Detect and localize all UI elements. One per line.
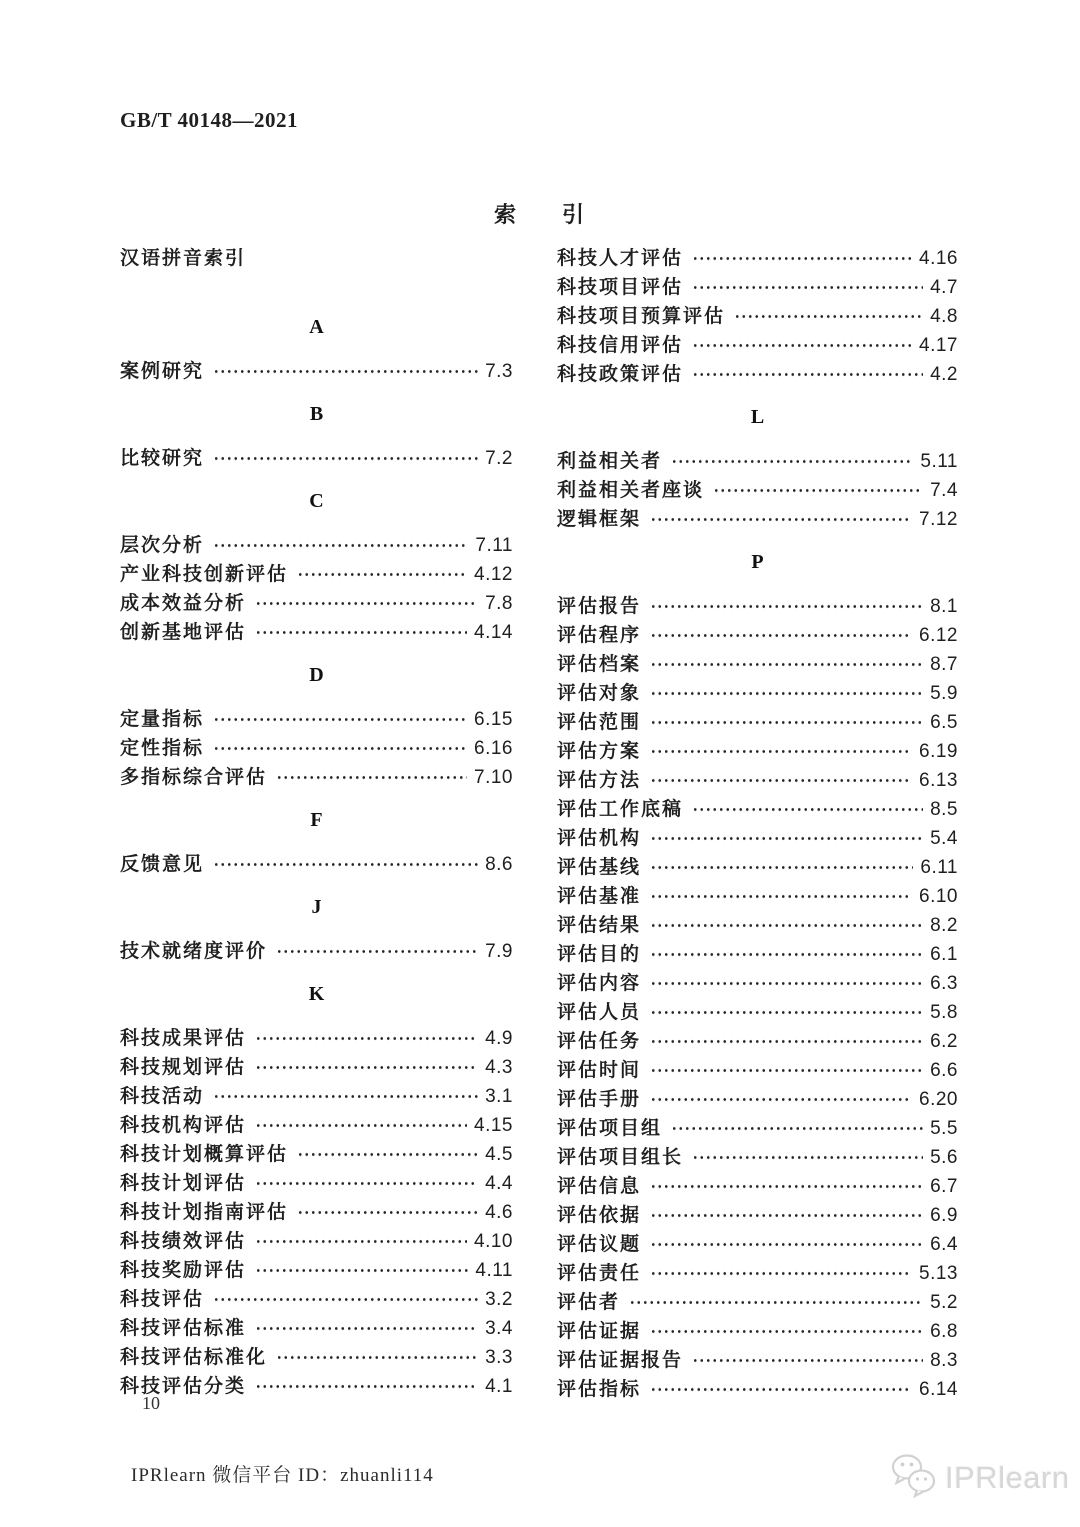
entry-term: 定量指标 xyxy=(120,709,205,730)
entry-term: 利益相关者座谈 xyxy=(557,480,705,501)
dotted-leader xyxy=(650,621,912,650)
index-entry-row xyxy=(120,560,513,589)
dotted-leader xyxy=(276,1343,478,1372)
index-section xyxy=(120,313,513,386)
dotted-leader xyxy=(734,302,923,331)
entry-ref: 5.8 xyxy=(930,1002,958,1023)
index-section xyxy=(120,806,513,879)
entry-term: 科技评估分类 xyxy=(120,1376,247,1397)
dotted-leader xyxy=(650,853,913,882)
entry-list xyxy=(120,531,513,647)
index-body xyxy=(120,244,958,1404)
index-entry-row xyxy=(120,705,513,734)
dotted-leader xyxy=(255,1111,467,1140)
entry-ref: 6.20 xyxy=(919,1089,958,1110)
dotted-leader xyxy=(692,331,912,360)
dotted-leader xyxy=(213,1285,478,1314)
index-entry-row xyxy=(557,1172,958,1201)
entry-term: 创新基地评估 xyxy=(120,622,247,643)
index-entry-row xyxy=(557,969,958,998)
entry-ref: 6.3 xyxy=(930,973,958,994)
entry-term: 评估议题 xyxy=(557,1234,642,1255)
entry-ref: 7.10 xyxy=(474,767,513,788)
entry-list xyxy=(120,357,513,386)
index-entry-row xyxy=(557,447,958,476)
entry-term: 科技计划评估 xyxy=(120,1173,247,1194)
entry-ref: 4.2 xyxy=(930,364,958,385)
entry-list xyxy=(120,705,513,792)
entry-ref: 6.9 xyxy=(930,1205,958,1226)
entry-term: 利益相关者 xyxy=(557,451,663,472)
entry-term: 科技评估 xyxy=(120,1289,205,1310)
index-entry-row xyxy=(120,937,513,966)
entry-term: 评估程序 xyxy=(557,625,642,646)
entry-term: 科技评估标准化 xyxy=(120,1347,268,1368)
letter-heading: D xyxy=(309,664,324,686)
index-entry-row xyxy=(120,1111,513,1140)
entry-ref: 6.4 xyxy=(930,1234,958,1255)
entry-list xyxy=(557,447,958,534)
entry-ref: 6.10 xyxy=(919,886,958,907)
index-entry-row xyxy=(557,1085,958,1114)
entry-term: 反馈意见 xyxy=(120,854,205,875)
entry-ref: 8.7 xyxy=(930,654,958,675)
dotted-leader xyxy=(692,795,923,824)
entry-term: 评估手册 xyxy=(557,1089,642,1110)
entry-term: 科技奖励评估 xyxy=(120,1260,247,1281)
index-entry-row xyxy=(557,273,958,302)
entry-term: 层次分析 xyxy=(120,535,205,556)
dotted-leader xyxy=(650,650,923,679)
entry-term: 科技政策评估 xyxy=(557,364,684,385)
entry-list xyxy=(557,244,958,389)
entry-term: 评估结果 xyxy=(557,915,642,936)
index-entry-row xyxy=(557,244,958,273)
entry-term: 评估机构 xyxy=(557,828,642,849)
watermark-label: IPRlearn xyxy=(945,1459,1070,1495)
entry-ref: 6.7 xyxy=(930,1176,958,1197)
index-entry-row xyxy=(557,1143,958,1172)
entry-ref: 5.13 xyxy=(919,1263,958,1284)
entry-term: 评估对象 xyxy=(557,683,642,704)
index-entry-row xyxy=(120,1227,513,1256)
index-entry-row xyxy=(557,1027,958,1056)
index-entry-row xyxy=(557,1056,958,1085)
entry-ref: 8.3 xyxy=(930,1350,958,1371)
dotted-leader xyxy=(713,476,923,505)
entry-ref: 4.4 xyxy=(485,1173,513,1194)
dotted-leader xyxy=(650,911,923,940)
index-entry-row xyxy=(557,853,958,882)
index-entry-row xyxy=(557,911,958,940)
dotted-leader xyxy=(255,1256,468,1285)
entry-term: 评估任务 xyxy=(557,1031,642,1052)
entry-term: 科技活动 xyxy=(120,1086,205,1107)
index-entry-row xyxy=(557,708,958,737)
entry-term: 科技信用评估 xyxy=(557,335,684,356)
index-entry-row xyxy=(557,1230,958,1259)
entry-ref: 5.4 xyxy=(930,828,958,849)
index-entry-row xyxy=(557,679,958,708)
dotted-leader xyxy=(255,618,467,647)
letter-heading: K xyxy=(308,983,325,1005)
index-entry-row xyxy=(120,850,513,879)
index-section xyxy=(120,661,513,792)
dotted-leader xyxy=(213,734,467,763)
index-entry-row xyxy=(120,1024,513,1053)
index-entry-row xyxy=(557,360,958,389)
dotted-leader xyxy=(671,1114,923,1143)
entry-term: 逻辑框架 xyxy=(557,509,642,530)
entry-term: 评估项目组 xyxy=(557,1118,663,1139)
index-entry-row xyxy=(557,795,958,824)
entry-ref: 6.2 xyxy=(930,1031,958,1052)
index-entry-row xyxy=(557,1288,958,1317)
dotted-leader xyxy=(650,592,923,621)
entry-term: 科技绩效评估 xyxy=(120,1231,247,1252)
index-entry-row xyxy=(120,1343,513,1372)
dotted-leader xyxy=(671,447,913,476)
entry-term: 技术就绪度评价 xyxy=(120,941,268,962)
index-section xyxy=(120,487,513,647)
index-entry-row xyxy=(557,621,958,650)
entry-term: 评估方案 xyxy=(557,741,642,762)
entry-term: 评估责任 xyxy=(557,1263,642,1284)
entry-ref: 5.6 xyxy=(930,1147,958,1168)
dotted-leader xyxy=(629,1288,923,1317)
index-entry-row xyxy=(557,505,958,534)
index-section xyxy=(557,403,958,534)
entry-ref: 7.4 xyxy=(930,480,958,501)
watermark xyxy=(890,1452,1070,1503)
dotted-leader xyxy=(692,244,912,273)
entry-term: 科技项目评估 xyxy=(557,277,684,298)
dotted-leader xyxy=(650,940,923,969)
entry-list xyxy=(120,1024,513,1401)
entry-ref: 4.17 xyxy=(919,335,958,356)
index-section xyxy=(120,980,513,1401)
entry-ref: 5.2 xyxy=(930,1292,958,1313)
dotted-leader xyxy=(650,882,912,911)
index-entry-row xyxy=(557,940,958,969)
entry-term: 科技人才评估 xyxy=(557,248,684,269)
entry-term: 评估项目组长 xyxy=(557,1147,684,1168)
footer-note: IPRlearn 微信平台 ID：zhuanli114 xyxy=(131,1465,434,1486)
entry-term: 评估基线 xyxy=(557,857,642,878)
entry-term: 评估信息 xyxy=(557,1176,642,1197)
entry-ref: 4.5 xyxy=(485,1144,513,1165)
dotted-leader xyxy=(650,1317,923,1346)
entry-term: 评估者 xyxy=(557,1292,621,1313)
entry-term: 评估工作底稿 xyxy=(557,799,684,820)
entry-ref: 3.4 xyxy=(485,1318,513,1339)
entry-ref: 8.1 xyxy=(930,596,958,617)
dotted-leader xyxy=(255,589,478,618)
entry-ref: 5.9 xyxy=(930,683,958,704)
dotted-leader xyxy=(650,737,912,766)
index-entry-row xyxy=(120,1169,513,1198)
dotted-leader xyxy=(255,1169,478,1198)
entry-ref: 6.15 xyxy=(474,709,513,730)
dotted-leader xyxy=(650,679,923,708)
dotted-leader xyxy=(255,1372,478,1401)
index-entry-row xyxy=(557,1259,958,1288)
entry-ref: 6.8 xyxy=(930,1321,958,1342)
entry-term: 评估证据 xyxy=(557,1321,642,1342)
dotted-leader xyxy=(650,1375,912,1404)
index-entry-row xyxy=(557,331,958,360)
entry-term: 科技计划指南评估 xyxy=(120,1202,289,1223)
index-entry-row xyxy=(557,1201,958,1230)
index-entry-row xyxy=(557,1114,958,1143)
entry-term: 评估方法 xyxy=(557,770,642,791)
index-section xyxy=(557,548,958,1404)
entry-term: 科技评估标准 xyxy=(120,1318,247,1339)
index-entry-row xyxy=(120,357,513,386)
index-entry-row xyxy=(120,618,513,647)
dotted-leader xyxy=(650,998,923,1027)
index-entry-row xyxy=(557,882,958,911)
entry-term: 评估内容 xyxy=(557,973,642,994)
dotted-leader xyxy=(650,1056,923,1085)
index-entry-row xyxy=(120,589,513,618)
entry-ref: 6.6 xyxy=(930,1060,958,1081)
dotted-leader xyxy=(650,824,923,853)
entry-ref: 5.5 xyxy=(930,1118,958,1139)
dotted-leader xyxy=(650,708,923,737)
entry-ref: 7.2 xyxy=(485,448,513,469)
entry-term: 评估依据 xyxy=(557,1205,642,1226)
letter-heading: A xyxy=(309,316,324,338)
entry-ref: 4.12 xyxy=(474,564,513,585)
index-entry-row xyxy=(557,998,958,1027)
entry-ref: 8.5 xyxy=(930,799,958,820)
entry-term: 科技机构评估 xyxy=(120,1115,247,1136)
dotted-leader xyxy=(276,937,478,966)
index-entry-row xyxy=(120,1053,513,1082)
entry-ref: 7.8 xyxy=(485,593,513,614)
index-entry-row xyxy=(120,1140,513,1169)
entry-term: 科技计划概算评估 xyxy=(120,1144,289,1165)
page-title xyxy=(120,198,958,229)
entry-term: 比较研究 xyxy=(120,448,205,469)
entry-term: 评估档案 xyxy=(557,654,642,675)
dotted-leader xyxy=(650,1201,923,1230)
entry-list xyxy=(557,592,958,1404)
index-section xyxy=(120,400,513,473)
dotted-leader xyxy=(650,1027,923,1056)
dotted-leader xyxy=(297,560,467,589)
dotted-leader xyxy=(297,1140,478,1169)
entry-ref: 3.3 xyxy=(485,1347,513,1368)
entry-list xyxy=(120,937,513,966)
index-entry-row xyxy=(557,650,958,679)
index-entry-row xyxy=(120,1314,513,1343)
page-title-char-2: 引 xyxy=(562,202,585,227)
entry-ref: 3.1 xyxy=(485,1086,513,1107)
index-entry-row xyxy=(120,1198,513,1227)
letter-heading: P xyxy=(751,551,764,573)
entry-ref: 7.3 xyxy=(485,361,513,382)
entry-ref: 6.11 xyxy=(920,857,958,878)
entry-term: 评估人员 xyxy=(557,1002,642,1023)
entry-term: 评估报告 xyxy=(557,596,642,617)
entry-term: 科技项目预算评估 xyxy=(557,306,726,327)
entry-ref: 7.11 xyxy=(475,535,513,556)
page-number: 10 xyxy=(142,1393,160,1413)
dotted-leader xyxy=(255,1227,467,1256)
index-entry-row xyxy=(557,476,958,505)
entry-ref: 6.1 xyxy=(930,944,958,965)
entry-ref: 7.12 xyxy=(919,509,958,530)
index-entry-row xyxy=(120,1082,513,1111)
index-section xyxy=(120,893,513,966)
entry-term: 评估目的 xyxy=(557,944,642,965)
entry-ref: 8.2 xyxy=(930,915,958,936)
entry-ref: 6.14 xyxy=(919,1379,958,1400)
index-column-right xyxy=(557,244,958,1404)
index-entry-row xyxy=(120,531,513,560)
dotted-leader xyxy=(650,1085,912,1114)
letter-heading: C xyxy=(309,490,324,512)
dotted-leader xyxy=(297,1198,478,1227)
standard-number: GB/T 40148—2021 xyxy=(120,108,299,132)
dotted-leader xyxy=(213,850,478,879)
index-section xyxy=(557,244,958,389)
entry-ref: 4.10 xyxy=(474,1231,513,1252)
index-entry-row xyxy=(120,763,513,792)
index-entry-row xyxy=(120,444,513,473)
dotted-leader xyxy=(213,357,478,386)
entry-term: 定性指标 xyxy=(120,738,205,759)
dotted-leader xyxy=(213,705,467,734)
dotted-leader xyxy=(692,360,923,389)
index-entry-row xyxy=(557,302,958,331)
index-entry-row xyxy=(557,737,958,766)
wechat-icon xyxy=(890,1452,938,1503)
entry-ref: 5.11 xyxy=(920,451,958,472)
entry-ref: 4.7 xyxy=(930,277,958,298)
entry-ref: 4.6 xyxy=(485,1202,513,1223)
index-entry-row xyxy=(557,1375,958,1404)
entry-ref: 6.16 xyxy=(474,738,513,759)
index-entry-row xyxy=(120,734,513,763)
index-entry-row xyxy=(120,1256,513,1285)
entry-ref: 4.1 xyxy=(485,1376,513,1397)
entry-ref: 7.9 xyxy=(485,941,513,962)
index-entry-row xyxy=(557,766,958,795)
letter-heading: B xyxy=(309,403,324,425)
dotted-leader xyxy=(650,969,923,998)
dotted-leader xyxy=(650,1172,923,1201)
index-entry-row xyxy=(557,1317,958,1346)
entry-term: 评估基准 xyxy=(557,886,642,907)
letter-heading: L xyxy=(750,406,765,428)
index-entry-row xyxy=(557,1346,958,1375)
page-title-char-1: 索 xyxy=(493,202,516,227)
dotted-leader xyxy=(213,531,468,560)
dotted-leader xyxy=(213,1082,478,1111)
dotted-leader xyxy=(213,444,478,473)
dotted-leader xyxy=(255,1053,478,1082)
entry-ref: 4.14 xyxy=(474,622,513,643)
entry-term: 多指标综合评估 xyxy=(120,767,268,788)
dotted-leader xyxy=(255,1024,478,1053)
entry-term: 成本效益分析 xyxy=(120,593,247,614)
entry-list xyxy=(120,850,513,879)
entry-ref: 6.13 xyxy=(919,770,958,791)
entry-ref: 3.2 xyxy=(485,1289,513,1310)
dotted-leader xyxy=(255,1314,478,1343)
entry-ref: 4.3 xyxy=(485,1057,513,1078)
entry-term: 评估指标 xyxy=(557,1379,642,1400)
entry-ref: 4.16 xyxy=(919,248,958,269)
index-column-left xyxy=(120,244,513,1404)
letter-heading: J xyxy=(311,896,322,918)
index-entry-row xyxy=(557,824,958,853)
entry-term: 科技规划评估 xyxy=(120,1057,247,1078)
entry-term: 评估范围 xyxy=(557,712,642,733)
dotted-leader xyxy=(276,763,467,792)
entry-term: 评估证据报告 xyxy=(557,1350,684,1371)
dotted-leader xyxy=(650,766,912,795)
entry-ref: 8.6 xyxy=(485,854,513,875)
entry-ref: 6.12 xyxy=(919,625,958,646)
dotted-leader xyxy=(692,273,923,302)
entry-list xyxy=(120,444,513,473)
index-entry-row xyxy=(120,1285,513,1314)
entry-term: 产业科技创新评估 xyxy=(120,564,289,585)
entry-term: 评估时间 xyxy=(557,1060,642,1081)
dotted-leader xyxy=(650,1230,923,1259)
entry-term: 案例研究 xyxy=(120,361,205,382)
entry-ref: 4.9 xyxy=(485,1028,513,1049)
entry-ref: 4.8 xyxy=(930,306,958,327)
entry-ref: 6.5 xyxy=(930,712,958,733)
dotted-leader xyxy=(650,1259,912,1288)
entry-ref: 4.11 xyxy=(475,1260,513,1281)
index-entry-row xyxy=(120,1372,513,1401)
dotted-leader xyxy=(650,505,912,534)
dotted-leader xyxy=(692,1346,923,1375)
entry-term: 科技成果评估 xyxy=(120,1028,247,1049)
entry-ref: 4.15 xyxy=(474,1115,513,1136)
index-entry-row xyxy=(557,592,958,621)
dotted-leader xyxy=(692,1143,923,1172)
entry-ref: 6.19 xyxy=(919,741,958,762)
letter-heading: F xyxy=(310,809,323,831)
pinyin-index-label: 汉语拼音索引 xyxy=(120,248,247,269)
